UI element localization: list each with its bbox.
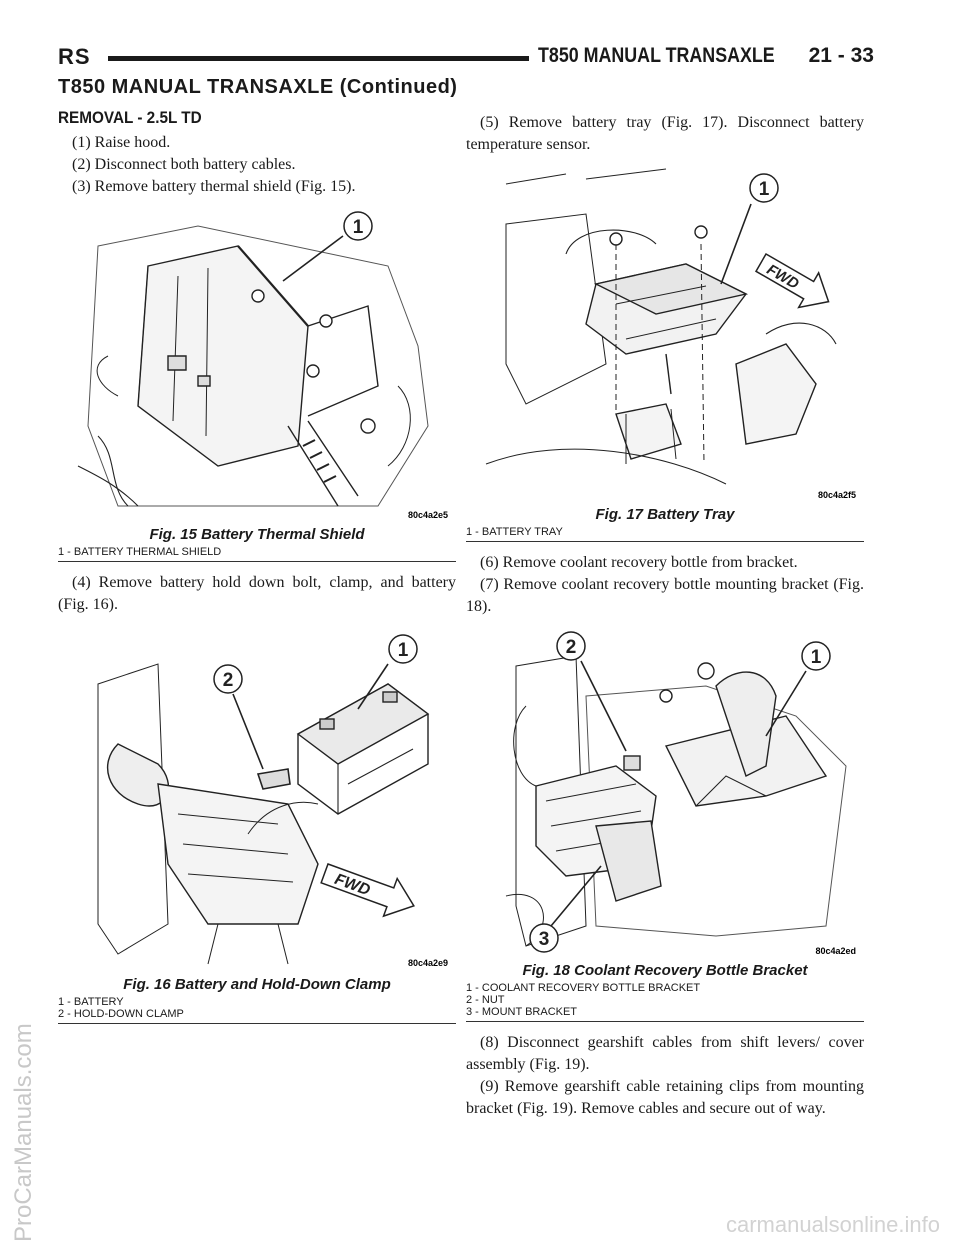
figure-17-code: 80c4a2f5 [817,490,856,500]
step-6: (6) Remove coolant recovery bottle from bracket. [480,554,798,571]
step-4: (4) Remove battery hold down bolt, clamp, and battery (Fig. 16). [58,574,456,613]
page-number: 21 - 33 [808,44,874,67]
figure-18-legend-item-1: 1 - COOLANT RECOVERY BOTTLE BRACKET [466,982,701,994]
figure-18-legend [466,982,864,1018]
figure-18-divider [466,1021,864,1022]
figure-18-callout-2: 2 [565,637,577,658]
step-7: (7) Remove coolant recovery bottle mounting bracket (Fig. 18). [466,576,864,615]
battery-tray-illustration [466,164,864,504]
step-1: (1) Raise hood. [72,134,171,151]
figure-15-legend-item-1: 1 - BATTERY THERMAL SHIELD [58,546,222,558]
figure-15 [58,206,456,562]
figure-18-legend-item-2: 2 - NUT [466,994,505,1006]
figure-17 [466,164,864,542]
battery-hold-down-clamp-illustration [58,624,456,974]
figure-16-callout-2: 2 [222,670,234,691]
section-code: RS [58,44,91,69]
figure-16-legend [58,996,456,1020]
figure-15-legend [58,546,456,558]
figure-15-caption: Fig. 15 Battery Thermal Shield [149,526,365,543]
figure-16-legend-item-1: 1 - BATTERY [58,996,124,1008]
figure-15-code: 80c4a2e5 [407,510,448,520]
figure-18-caption: Fig. 18 Coolant Recovery Bottle Bracket [522,962,808,979]
figure-18-code: 80c4a2ed [815,946,856,956]
step-2: (2) Disconnect both battery cables. [72,156,296,173]
footer-watermark: carmanualsonline.info [725,1212,940,1237]
figure-16-divider [58,1023,456,1024]
figure-16-callout-1: 1 [397,640,409,661]
right-column [466,112,864,1120]
coolant-recovery-bottle-bracket-illustration [466,626,864,960]
figure-16-caption: Fig. 16 Battery and Hold-Down Clamp [123,976,391,993]
figure-15-callout-1: 1 [352,217,364,238]
figure-16-legend-item-2: 2 - HOLD-DOWN CLAMP [58,1008,184,1020]
side-watermark: ProCarManuals.com [10,1023,37,1242]
figure-17-divider [466,541,864,542]
figure-18-callout-1: 1 [810,647,822,668]
figure-18-callout-3: 3 [538,929,550,950]
figure-16-fwd-label: FWD [332,870,373,900]
battery-thermal-shield-illustration [58,206,456,524]
figure-17-caption: Fig. 17 Battery Tray [595,506,735,523]
fwd-arrow-icon [318,855,421,925]
step-8: (8) Disconnect gearshift cables from shift levers/ cover assembly (Fig. 19). [466,1034,864,1073]
figure-15-divider [58,561,456,562]
figure-17-fwd-label: FWD [763,261,802,293]
figure-16-code: 80c4a2e9 [407,958,448,968]
section-heading: REMOVAL - 2.5L TD [58,108,202,127]
fwd-arrow-icon [751,245,839,319]
figure-16 [58,624,456,1024]
figure-17-legend-item-1: 1 - BATTERY TRAY [466,526,563,538]
header-rule [108,56,529,61]
figure-18 [466,626,864,1022]
step-9: (9) Remove gearshift cable retaining clips from mounting bracket (Fig. 19). Remove cables and secure out of way. [466,1078,864,1117]
page-header [58,38,874,72]
continued-title: T850 MANUAL TRANSAXLE (Continued) [58,76,458,98]
step-3: (3) Remove battery thermal shield (Fig. 15). [72,178,356,195]
figure-17-legend [466,526,864,538]
header-title: T850 MANUAL TRANSAXLE [538,44,775,67]
step-5: (5) Remove battery tray (Fig. 17). Disconnect battery temperature sensor. [466,114,864,153]
figure-17-callout-1: 1 [758,179,770,200]
figure-18-legend-item-3: 3 - MOUNT BRACKET [466,1006,578,1018]
left-column [58,108,456,1034]
